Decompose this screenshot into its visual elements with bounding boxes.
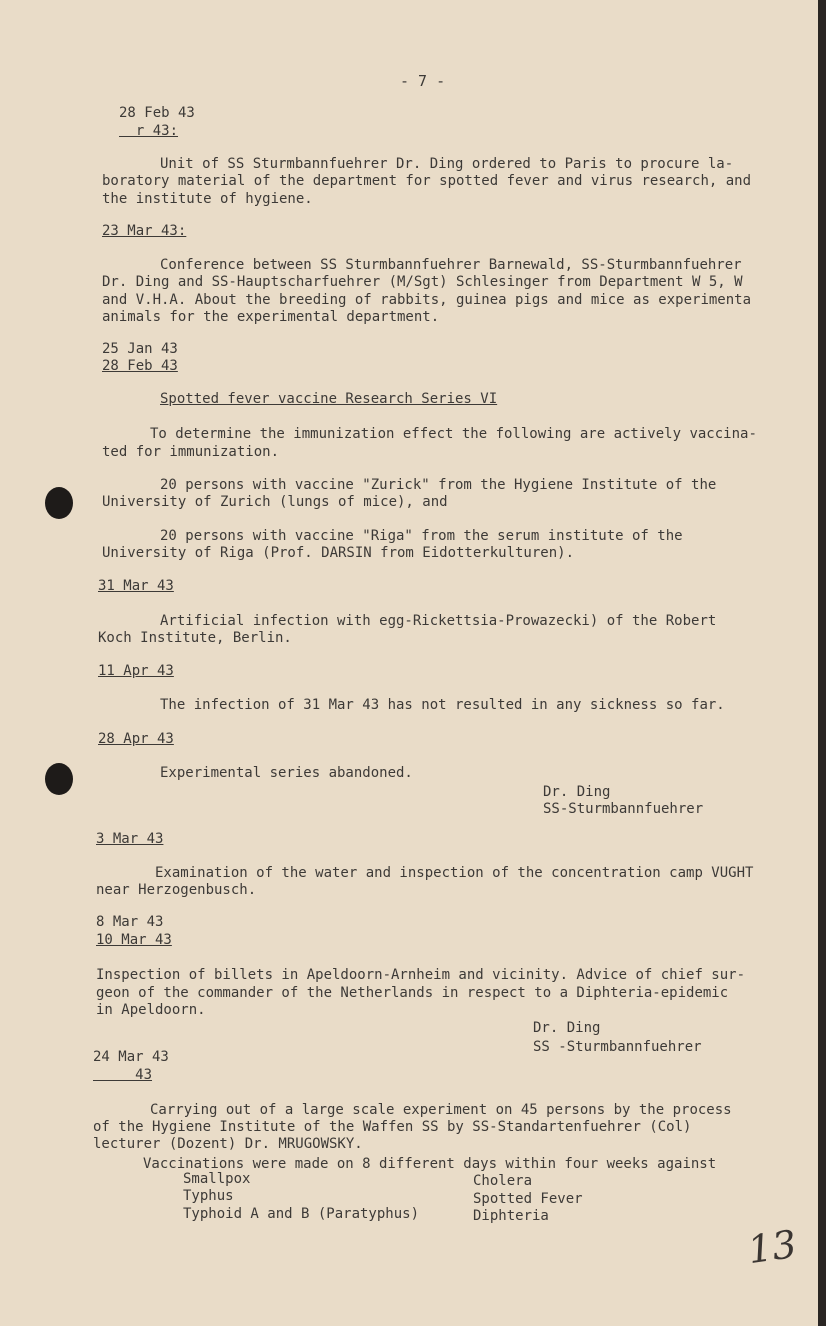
date-line: 8 Mar 43 [96, 914, 164, 930]
text-line: Koch Institute, Berlin. [98, 630, 292, 646]
text-line: To determine the immunization effect the following are actively vaccina- [150, 426, 757, 442]
date-line: 25 Jan 43 [102, 341, 178, 357]
text-line: Vaccinations were made on 8 different days within four weeks against [143, 1156, 717, 1172]
text-line: University of Zurich (lungs of mice), and [102, 494, 448, 510]
section-heading: Spotted fever vaccine Research Series VI [160, 391, 498, 407]
text-line: Unit of SS Sturmbannfuehrer Dr. Ding ordered to Paris to procure la- [160, 156, 734, 172]
text-line: of the Hygiene Institute of the Waffen SS by SS-Standartenfuehrer (Col) [93, 1119, 692, 1135]
vaccine-item: Diphteria [473, 1208, 549, 1224]
scan-border [818, 0, 826, 1326]
signature-rank: SS -Sturmbannfuehrer [533, 1039, 702, 1055]
text-line: and V.H.A. About the breeding of rabbits, guinea pigs and mice as experimenta [102, 292, 752, 308]
text-line: in Apeldoorn. [96, 1002, 206, 1018]
signature-name: Dr. Ding [543, 784, 611, 800]
punch-hole [45, 763, 73, 795]
date-line: 43 [93, 1067, 153, 1083]
date-line: r 43: [119, 123, 179, 139]
text-line: Dr. Ding and SS-Hauptscharfuehrer (M/Sgt) Schlesinger from Department W 5, W [102, 274, 743, 290]
date-line: 10 Mar 43 [96, 932, 172, 948]
vaccine-item: Spotted Fever [473, 1191, 583, 1207]
text-line: Artificial infection with egg-Rickettsia-Prowazecki) of the Robert [160, 613, 717, 629]
text-line: geon of the commander of the Netherlands in respect to a Diphteria-epidemic [96, 985, 729, 1001]
text-line: Conference between SS Sturmbannfuehrer Barnewald, SS-Sturmbannfuehrer [160, 257, 742, 273]
text-line: boratory material of the department for spotted fever and virus research, and [102, 173, 752, 189]
text-line: Experimental series abandoned. [160, 765, 413, 781]
page-number: - 7 - [400, 72, 446, 90]
punch-hole [45, 487, 73, 519]
text-line: near Herzogenbusch. [96, 882, 257, 898]
signature-rank: SS-Sturmbannfuehrer [543, 801, 704, 817]
text-line: Inspection of billets in Apeldoorn-Arnheim and vicinity. Advice of chief sur- [96, 967, 746, 983]
vaccine-item: Smallpox [183, 1171, 251, 1187]
text-line: 20 persons with vaccine "Zurick" from the Hygiene Institute of the [160, 477, 717, 493]
date-line: 28 Feb 43 [102, 358, 178, 374]
date-line: 31 Mar 43 [98, 578, 174, 594]
vaccine-item: Cholera [473, 1173, 533, 1189]
text-line: ted for immunization. [102, 444, 280, 460]
text-line: 20 persons with vaccine "Riga" from the serum institute of the [160, 528, 683, 544]
signature-name: Dr. Ding [533, 1020, 601, 1036]
date-line: 24 Mar 43 [93, 1049, 169, 1065]
date-line: 28 Apr 43 [98, 731, 174, 747]
date-line: 23 Mar 43: [102, 223, 187, 239]
text-line: The infection of 31 Mar 43 has not resulted in any sickness so far. [160, 697, 725, 713]
text-line: Carrying out of a large scale experiment on 45 persons by the process [150, 1102, 732, 1118]
handwritten-page-number: 13 [745, 1221, 800, 1273]
text-line: animals for the experimental department. [102, 309, 440, 325]
text-line: lecturer (Dozent) Dr. MRUGOWSKY. [93, 1136, 363, 1152]
vaccine-item: Typhoid A and B (Paratyphus) [183, 1206, 420, 1222]
date-line: 3 Mar 43 [96, 831, 164, 847]
date-line: 11 Apr 43 [98, 663, 174, 679]
text-line: University of Riga (Prof. DARSIN from Eidotterkulturen). [102, 545, 575, 561]
vaccine-item: Typhus [183, 1188, 234, 1204]
date-line: 28 Feb 43 [119, 105, 195, 121]
text-line: the institute of hygiene. [102, 191, 313, 207]
text-line: Examination of the water and inspection of the concentration camp VUGHT [155, 865, 754, 881]
